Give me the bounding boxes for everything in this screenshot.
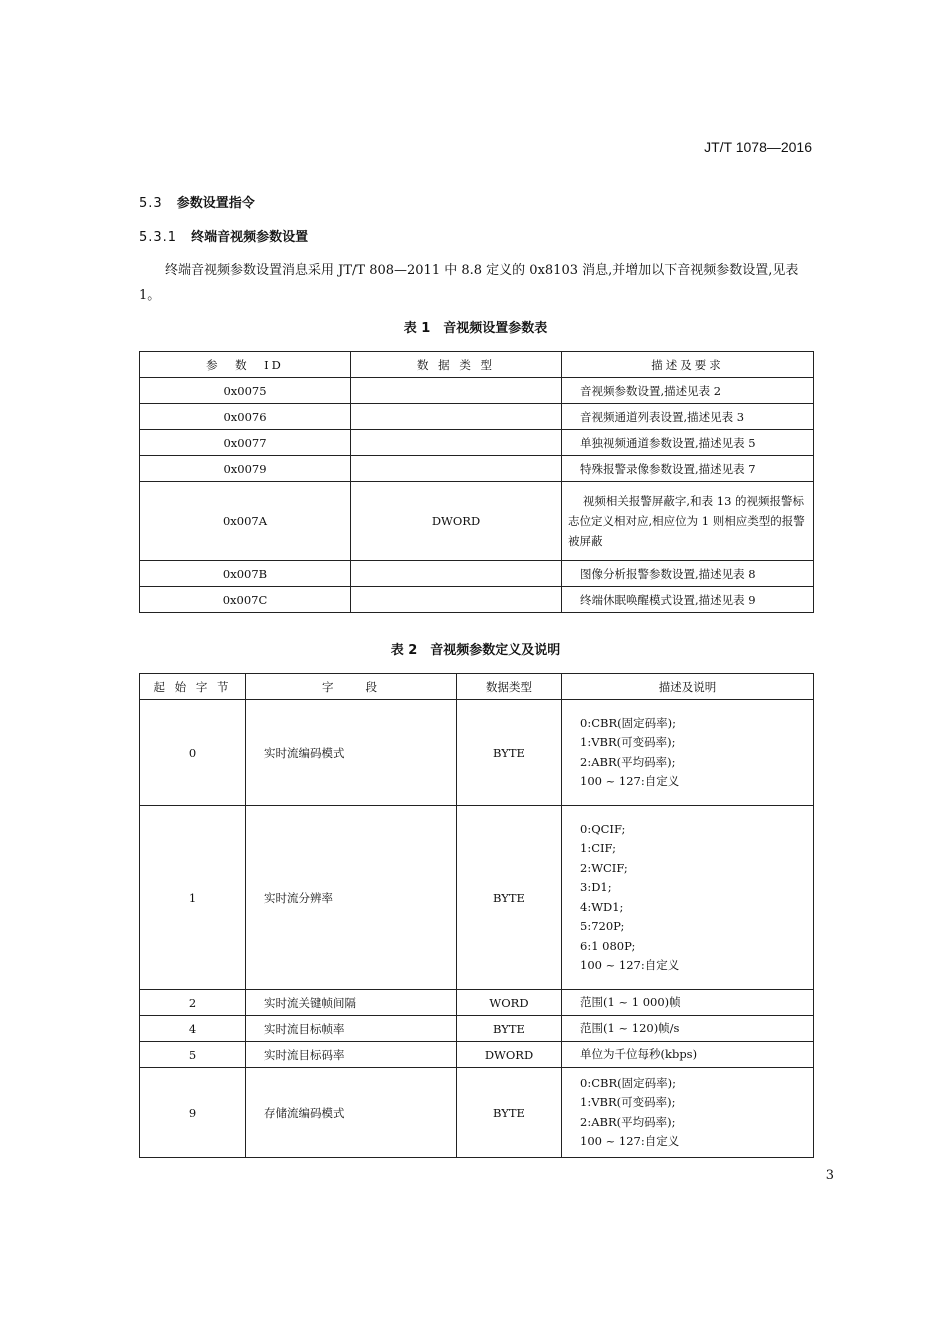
table2-cell-offset: 5 xyxy=(140,1042,246,1068)
table1-cell-id: 0x0079 xyxy=(140,456,351,482)
desc-line: 4:WD1; xyxy=(580,899,624,914)
subsection-heading xyxy=(139,226,308,245)
desc-line: 0:CBR(固定码率); xyxy=(580,715,676,730)
desc-line: 1:VBR(可变码率); xyxy=(580,1095,676,1109)
table2-header-desc: 描述及说明 xyxy=(562,674,814,700)
table2-cell-field: 实时流编码模式 xyxy=(246,700,457,806)
table2-header-type: 数据类型 xyxy=(457,674,562,700)
table2-cell-offset: 1 xyxy=(140,806,246,990)
table2-cell-type: WORD xyxy=(457,990,562,1016)
table-row xyxy=(140,990,814,1016)
table1-cell-desc: 视频相关报警屏蔽字,和表 13 的视频报警标志位定义相对应,相应位为 1 则相应类型的报警被屏蔽 xyxy=(562,482,814,561)
table1-header-type: 数 据 类 型 xyxy=(351,352,562,378)
desc-line: 3:D1; xyxy=(580,880,612,894)
table1-cell-id: 0x0076 xyxy=(140,404,351,430)
table2-cell-offset: 0 xyxy=(140,700,246,806)
table2-cell-desc xyxy=(562,1068,814,1158)
desc-line: 100 ~ 127:自定义 xyxy=(580,958,680,972)
table1-cell-desc: 音视频通道列表设置,描述见表 3 xyxy=(562,404,814,430)
table1-header-row xyxy=(140,352,814,378)
section-heading xyxy=(139,192,255,211)
table1-cell-id: 0x007C xyxy=(140,587,351,613)
table1-cell-desc: 单独视频通道参数设置,描述见表 5 xyxy=(562,430,814,456)
table1-cell-desc: 终端休眠唤醒模式设置,描述见表 9 xyxy=(562,587,814,613)
table1-cell-id: 0x007A xyxy=(140,482,351,561)
table-row xyxy=(140,587,814,613)
desc-line: 1:CIF; xyxy=(580,841,616,855)
table1-cell-type: DWORD xyxy=(351,482,562,561)
desc-line: 1:VBR(可变码率); xyxy=(580,735,676,749)
desc-line: 单位为千位每秒(kbps) xyxy=(580,1046,698,1061)
table2-cell-desc xyxy=(562,1016,814,1042)
table-row xyxy=(140,700,814,806)
desc-line: 5:720P; xyxy=(580,919,625,933)
body-paragraph: 终端音视频参数设置消息采用 JT/T 808—2011 中 8.8 定义的 0x8103 消息,并增加以下音视频参数设置,见表 1。 xyxy=(139,263,799,303)
table2-cell-field: 实时流目标帧率 xyxy=(246,1016,457,1042)
table1-cell-id: 0x0075 xyxy=(140,378,351,404)
table2-header-row xyxy=(140,674,814,700)
table1-cell-type xyxy=(351,378,562,404)
table2-cell-type: BYTE xyxy=(457,1068,562,1158)
table2-cell-desc xyxy=(562,700,814,806)
table1-cell-id: 0x0077 xyxy=(140,430,351,456)
table1-cell-type xyxy=(351,456,562,482)
table2-cell-desc xyxy=(562,1042,814,1068)
table1-header-desc: 描述及要求 xyxy=(562,352,814,378)
subsection-number: 5.3.1 xyxy=(139,230,178,245)
table-row xyxy=(140,1068,814,1158)
table-row xyxy=(140,1042,814,1068)
table2-header-offset: 起 始 字 节 xyxy=(140,674,246,700)
table-row xyxy=(140,430,814,456)
table2-cell-desc xyxy=(562,806,814,990)
table1-cell-type xyxy=(351,561,562,587)
table2-cell-field: 实时流关键帧间隔 xyxy=(246,990,457,1016)
desc-line: 范围(1 ~ 1 000)帧 xyxy=(580,994,681,1009)
standard-id: JT/T 1078—2016 xyxy=(704,139,812,155)
desc-line: 0:QCIF; xyxy=(580,821,626,836)
table1 xyxy=(139,351,814,613)
table-row xyxy=(140,378,814,404)
table-row xyxy=(140,806,814,990)
desc-line: 2:ABR(平均码率); xyxy=(580,754,676,769)
table2-caption: 表 2 音视频参数定义及说明 xyxy=(390,643,561,658)
table1-caption: 表 1 音视频设置参数表 xyxy=(403,321,548,336)
table2-cell-offset: 4 xyxy=(140,1016,246,1042)
table2-cell-type: DWORD xyxy=(457,1042,562,1068)
section-number: 5.3 xyxy=(139,196,163,211)
table2-cell-field: 存储流编码模式 xyxy=(246,1068,457,1158)
table-row xyxy=(140,482,814,561)
table1-cell-type xyxy=(351,404,562,430)
desc-line: 范围(1 ~ 120)帧/s xyxy=(580,1020,680,1035)
subsection-title: 终端音视频参数设置 xyxy=(191,230,309,245)
desc-line: 0:CBR(固定码率); xyxy=(580,1075,676,1090)
table-row xyxy=(140,561,814,587)
table-row xyxy=(140,1016,814,1042)
table-row xyxy=(140,404,814,430)
section-title: 参数设置指令 xyxy=(176,196,255,211)
table1-cell-type xyxy=(351,587,562,613)
table1-cell-desc: 特殊报警录像参数设置,描述见表 7 xyxy=(562,456,814,482)
table2-cell-field: 实时流目标码率 xyxy=(246,1042,457,1068)
table2-cell-type: BYTE xyxy=(457,1016,562,1042)
table2-cell-desc xyxy=(562,990,814,1016)
desc-line: 100 ~ 127:自定义 xyxy=(580,1134,680,1148)
desc-line: 2:WCIF; xyxy=(580,860,628,875)
table2-cell-offset: 2 xyxy=(140,990,246,1016)
desc-line: 6:1 080P; xyxy=(580,938,636,953)
table-row xyxy=(140,456,814,482)
table2-cell-field: 实时流分辨率 xyxy=(246,806,457,990)
desc-line: 100 ~ 127:自定义 xyxy=(580,774,680,788)
table2-cell-type: BYTE xyxy=(457,700,562,806)
table1-cell-desc: 图像分析报警参数设置,描述见表 8 xyxy=(562,561,814,587)
desc-line: 2:ABR(平均码率); xyxy=(580,1114,676,1129)
table2-header-field: 字 段 xyxy=(246,674,457,700)
table2-cell-type: BYTE xyxy=(457,806,562,990)
table1-cell-id: 0x007B xyxy=(140,561,351,587)
table2 xyxy=(139,673,814,1158)
table1-cell-type xyxy=(351,430,562,456)
table2-cell-offset: 9 xyxy=(140,1068,246,1158)
page-number: 3 xyxy=(825,1168,834,1183)
table1-cell-desc: 音视频参数设置,描述见表 2 xyxy=(562,378,814,404)
table1-header-id: 参 数 ID xyxy=(140,352,351,378)
